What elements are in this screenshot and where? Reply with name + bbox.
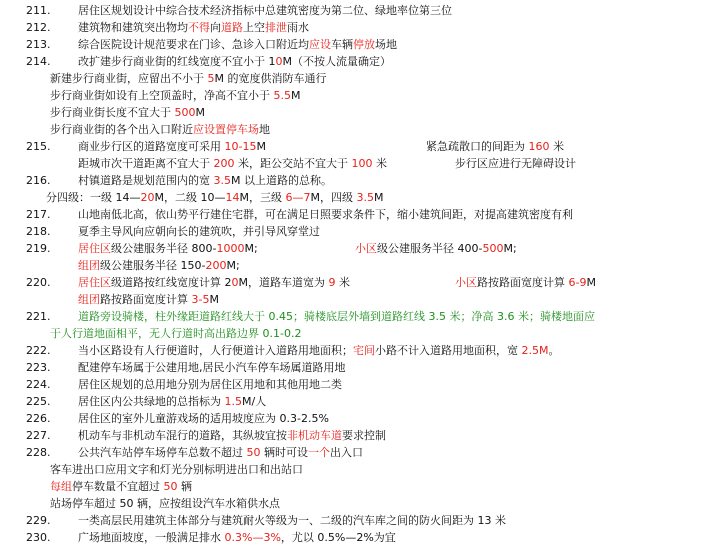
line-text [50, 87, 301, 104]
text-run: 9 [328, 276, 336, 289]
text-run: 当小区路设有人行便道时，人行便道计入道路用地面积； [78, 344, 353, 357]
item-number: 229. [26, 514, 51, 527]
text-run: 3.5 [213, 174, 231, 187]
text-run: 10-15 [224, 140, 257, 153]
text-run: 居住区 [78, 242, 111, 255]
text-run: M; [503, 242, 517, 255]
text-run: 500 [174, 106, 196, 119]
text-run: 停车数量不宜超过 [72, 480, 164, 493]
text-run: 停放 [353, 38, 375, 51]
item-number: 222. [26, 344, 51, 357]
document-line [0, 189, 701, 206]
document-line [0, 155, 701, 172]
text-run: 步行商业街如设有上空顶盖时，净高不宜小于 [50, 89, 274, 102]
line-text-right [455, 274, 596, 291]
item-number: 217. [26, 208, 51, 221]
text-run: 米 [372, 157, 387, 170]
document-line [0, 512, 701, 529]
line-text [78, 138, 266, 155]
text-run: 居住区规划设计中综合技术经济指标中总建筑密度为第二位、绿地率位第三位 [78, 4, 452, 17]
text-run: 级公建服务半径 400- [377, 242, 483, 255]
text-run: 路按路面宽度计算 [100, 293, 192, 306]
text-run: 级道路按红线宽度计算 2 [111, 276, 232, 289]
text-run: 新建步行商业街，应留出不小于 [50, 72, 208, 85]
document-line [0, 19, 701, 36]
text-run: 级公建服务半径 800- [111, 242, 217, 255]
text-run: 居住区的室外儿童游戏场的适用坡度应为 0.3-2.5% [78, 412, 329, 425]
text-run: 步行区应进行无障碍设计 [455, 157, 576, 170]
item-number: 211. [26, 4, 51, 17]
text-run: M 以上道路的总称。 [231, 174, 332, 187]
text-run: ，尤以 0.5%—2%为宜 [280, 531, 396, 544]
text-run: 米 [549, 140, 564, 153]
text-run: 排泄 [265, 21, 287, 34]
line-text [50, 325, 301, 342]
text-run: 向 [210, 21, 221, 34]
text-run: 不得 [188, 21, 210, 34]
line-text [78, 155, 387, 172]
line-text [78, 376, 342, 393]
item-number: 218. [26, 225, 51, 238]
document-line [0, 308, 701, 325]
text-run: 雨水 [287, 21, 309, 34]
line-text [78, 223, 320, 240]
text-run: 于人行道地面相平，无人行道时高出路边界 0.1-0.2 [50, 327, 302, 340]
document-line [0, 240, 701, 257]
text-run: 0 [275, 55, 283, 68]
text-run: 非机动车道 [287, 429, 342, 442]
line-text [78, 19, 309, 36]
text-run: 米，距公交站不宜大于 [234, 157, 352, 170]
line-text [50, 478, 192, 495]
text-run: M [586, 276, 596, 289]
document-line [0, 291, 701, 308]
text-run: 组团 [78, 259, 100, 272]
document-line [0, 87, 701, 104]
text-run: 站场停车超过 50 辆，应按组设汽车水箱供水点 [50, 497, 280, 510]
line-text-right [426, 138, 564, 155]
line-text [46, 189, 383, 206]
line-text [78, 512, 506, 529]
text-run: 居住区规划的总用地分别为居住区用地和其他用地二类 [78, 378, 342, 391]
item-number: 227. [26, 429, 51, 442]
text-run: 组团 [78, 293, 100, 306]
line-text [78, 172, 332, 189]
line-text [78, 410, 329, 427]
document-line [0, 427, 701, 444]
document-line [0, 70, 701, 87]
text-run: 步行商业街的各个出入口附近 [50, 123, 193, 136]
document-line [0, 342, 701, 359]
text-run: 道路 [221, 21, 243, 34]
text-run: 0.3%—3% [224, 531, 281, 544]
text-run: /人 [251, 395, 267, 408]
document-line [0, 36, 701, 53]
text-run: 1000 [216, 242, 245, 255]
line-text-right [455, 155, 576, 172]
item-number: 214. [26, 55, 51, 68]
document-line [0, 495, 701, 512]
line-text [78, 240, 258, 257]
document-line [0, 393, 701, 410]
line-text [78, 393, 266, 410]
line-text [78, 427, 386, 444]
item-number: 230. [26, 531, 51, 544]
text-run: 场地 [375, 38, 397, 51]
text-run: 20 [140, 191, 155, 204]
text-run: 1.5 [224, 395, 242, 408]
text-run: 应设置 [193, 123, 226, 136]
document-line [0, 325, 701, 342]
text-run: 小区 [455, 276, 477, 289]
text-run: 一个 [308, 446, 330, 459]
text-run: 车辆 [331, 38, 353, 51]
text-run: 50 [246, 446, 261, 459]
document-line [0, 172, 701, 189]
document-line [0, 359, 701, 376]
text-run: 一类高层民用建筑主体部分与建筑耐火等级为一、二级的汽车库之间的防火间距为 13 米 [78, 514, 506, 527]
document-line [0, 257, 701, 274]
text-run: 停车场 [226, 123, 259, 136]
text-run: 紧急疏散口的间距为 [426, 140, 529, 153]
item-number: 212. [26, 21, 51, 34]
line-text [78, 308, 595, 325]
text-run: 6-9 [568, 276, 587, 289]
line-text [50, 104, 205, 121]
text-run: 米 [335, 276, 350, 289]
text-run: M [373, 191, 384, 204]
line-text [78, 359, 346, 376]
line-text [78, 36, 397, 53]
document-line [0, 274, 701, 291]
line-text [78, 257, 240, 274]
text-run: 村镇道路是规划范围内的宽 [78, 174, 214, 187]
line-text [78, 274, 350, 291]
document-line [0, 410, 701, 427]
text-run: 要求控制 [342, 429, 386, 442]
document-line [0, 206, 701, 223]
text-run: 山地南低北高，依山势平行建住宅群，可在满足日照要求条件下，缩小建筑间距，对提高建筑密度有利 [78, 208, 573, 221]
text-run: 机动车与非机动车混行的道路，其纵坡宜按 [78, 429, 287, 442]
document-line [0, 53, 701, 70]
text-run: 夏季主导风向应朝向长的建筑吹，并引导风穿堂过 [78, 225, 320, 238]
line-text [78, 2, 452, 19]
document-line [0, 376, 701, 393]
text-run: 50 [163, 480, 178, 493]
document-line [0, 461, 701, 478]
text-run: 居住区内公共绿地的总指标为 [78, 395, 225, 408]
text-run: 步行商业街长度不宜大于 [50, 106, 175, 119]
text-run: 出入口 [330, 446, 363, 459]
text-run: 居住区 [78, 276, 111, 289]
line-text [78, 53, 391, 70]
text-run: 应设 [309, 38, 331, 51]
text-run: 3.5 [356, 191, 374, 204]
text-run: 200 [205, 259, 227, 272]
document-line [0, 444, 701, 461]
text-run: 6—7 [285, 191, 311, 204]
document-line [0, 138, 701, 155]
text-run: 建筑物和建筑突出物均 [78, 21, 188, 34]
text-run: 改扩建步行商业街的红线宽度不宜小于 1 [78, 55, 276, 68]
line-text [50, 461, 303, 478]
text-run: 级公建服务半径 150- [100, 259, 206, 272]
text-run: 辆时可设 [260, 446, 308, 459]
text-run: 14 [225, 191, 240, 204]
item-number: 221. [26, 310, 51, 323]
text-run: 100 [351, 157, 373, 170]
text-run: 上空 [243, 21, 265, 34]
text-run: 500 [482, 242, 504, 255]
text-run: 道路旁设骑楼，柱外缘距道路红线大于 0.45；骑楼底层外墙到道路红线 3.5 米；净高 3.6 米；骑楼地面应 [78, 310, 595, 323]
text-run: 客车进出口应用文字和灯光分别标明进出口和出站口 [50, 463, 303, 476]
line-text [78, 342, 559, 359]
text-run: M [256, 140, 266, 153]
text-run: 公共汽车站停车场停车总数不超过 [78, 446, 247, 459]
text-run: M 的宽度供消防车通行 [214, 72, 327, 85]
line-text [78, 529, 396, 546]
text-run: 5 [207, 72, 215, 85]
document-line [0, 104, 701, 121]
text-run: 每组 [50, 480, 72, 493]
document-line [0, 478, 701, 495]
line-text [78, 444, 363, 461]
text-run: M; [244, 242, 258, 255]
line-text [78, 291, 219, 308]
text-run: 路按路面宽度计算 [477, 276, 569, 289]
text-run: M，四级 [310, 191, 357, 204]
text-run: 广场地面坡度，一般满足排水 [78, 531, 225, 544]
item-number: 223. [26, 361, 51, 374]
line-text [78, 206, 573, 223]
text-run: 宅间 [353, 344, 375, 357]
document-line [0, 2, 701, 19]
item-number: 220. [26, 276, 51, 289]
item-number: 225. [26, 395, 51, 408]
text-run: 距城市次干道距离不宜大于 [78, 157, 214, 170]
text-run: 0 [231, 276, 239, 289]
text-run: 综合医院设计规范要求在门诊、急诊入口附近均 [78, 38, 309, 51]
text-run: M [291, 89, 301, 102]
text-run: 5.5 [273, 89, 291, 102]
document-line [0, 121, 701, 138]
item-number: 226. [26, 412, 51, 425]
text-run: M; [226, 259, 240, 272]
text-run: 小区 [355, 242, 377, 255]
text-run: M [242, 395, 252, 408]
text-run: 小路不计入道路用地面积，宽 [375, 344, 522, 357]
line-text [50, 121, 270, 138]
text-run: 160 [528, 140, 550, 153]
line-text [50, 495, 280, 512]
text-run: 分四级：一级 14— [46, 191, 141, 204]
text-run: M [195, 106, 205, 119]
item-number: 215. [26, 140, 51, 153]
text-run: 辆 [177, 480, 192, 493]
line-text-right [355, 240, 517, 257]
item-number: 228. [26, 446, 51, 459]
item-number: 213. [26, 38, 51, 51]
document-line [0, 529, 701, 546]
text-run: 200 [213, 157, 235, 170]
document-line [0, 223, 701, 240]
text-run: 。 [548, 344, 560, 357]
text-run: 2.5M [521, 344, 549, 357]
text-run: 商业步行区的道路宽度可采用 [78, 140, 225, 153]
text-run: 地 [259, 123, 270, 136]
line-text [50, 70, 327, 87]
text-run: 配建停车场属于公建用地,居民小汽车停车场属道路用地 [78, 361, 346, 374]
item-number: 224. [26, 378, 51, 391]
text-run: M（不按人流量确定） [282, 55, 391, 68]
text-run: M，二级 10— [154, 191, 226, 204]
text-run: 3-5 [191, 293, 210, 306]
item-number: 216. [26, 174, 51, 187]
item-number: 219. [26, 242, 51, 255]
text-run: M，道路车道宽为 [238, 276, 329, 289]
text-run: M，三级 [239, 191, 286, 204]
text-run: M [209, 293, 219, 306]
